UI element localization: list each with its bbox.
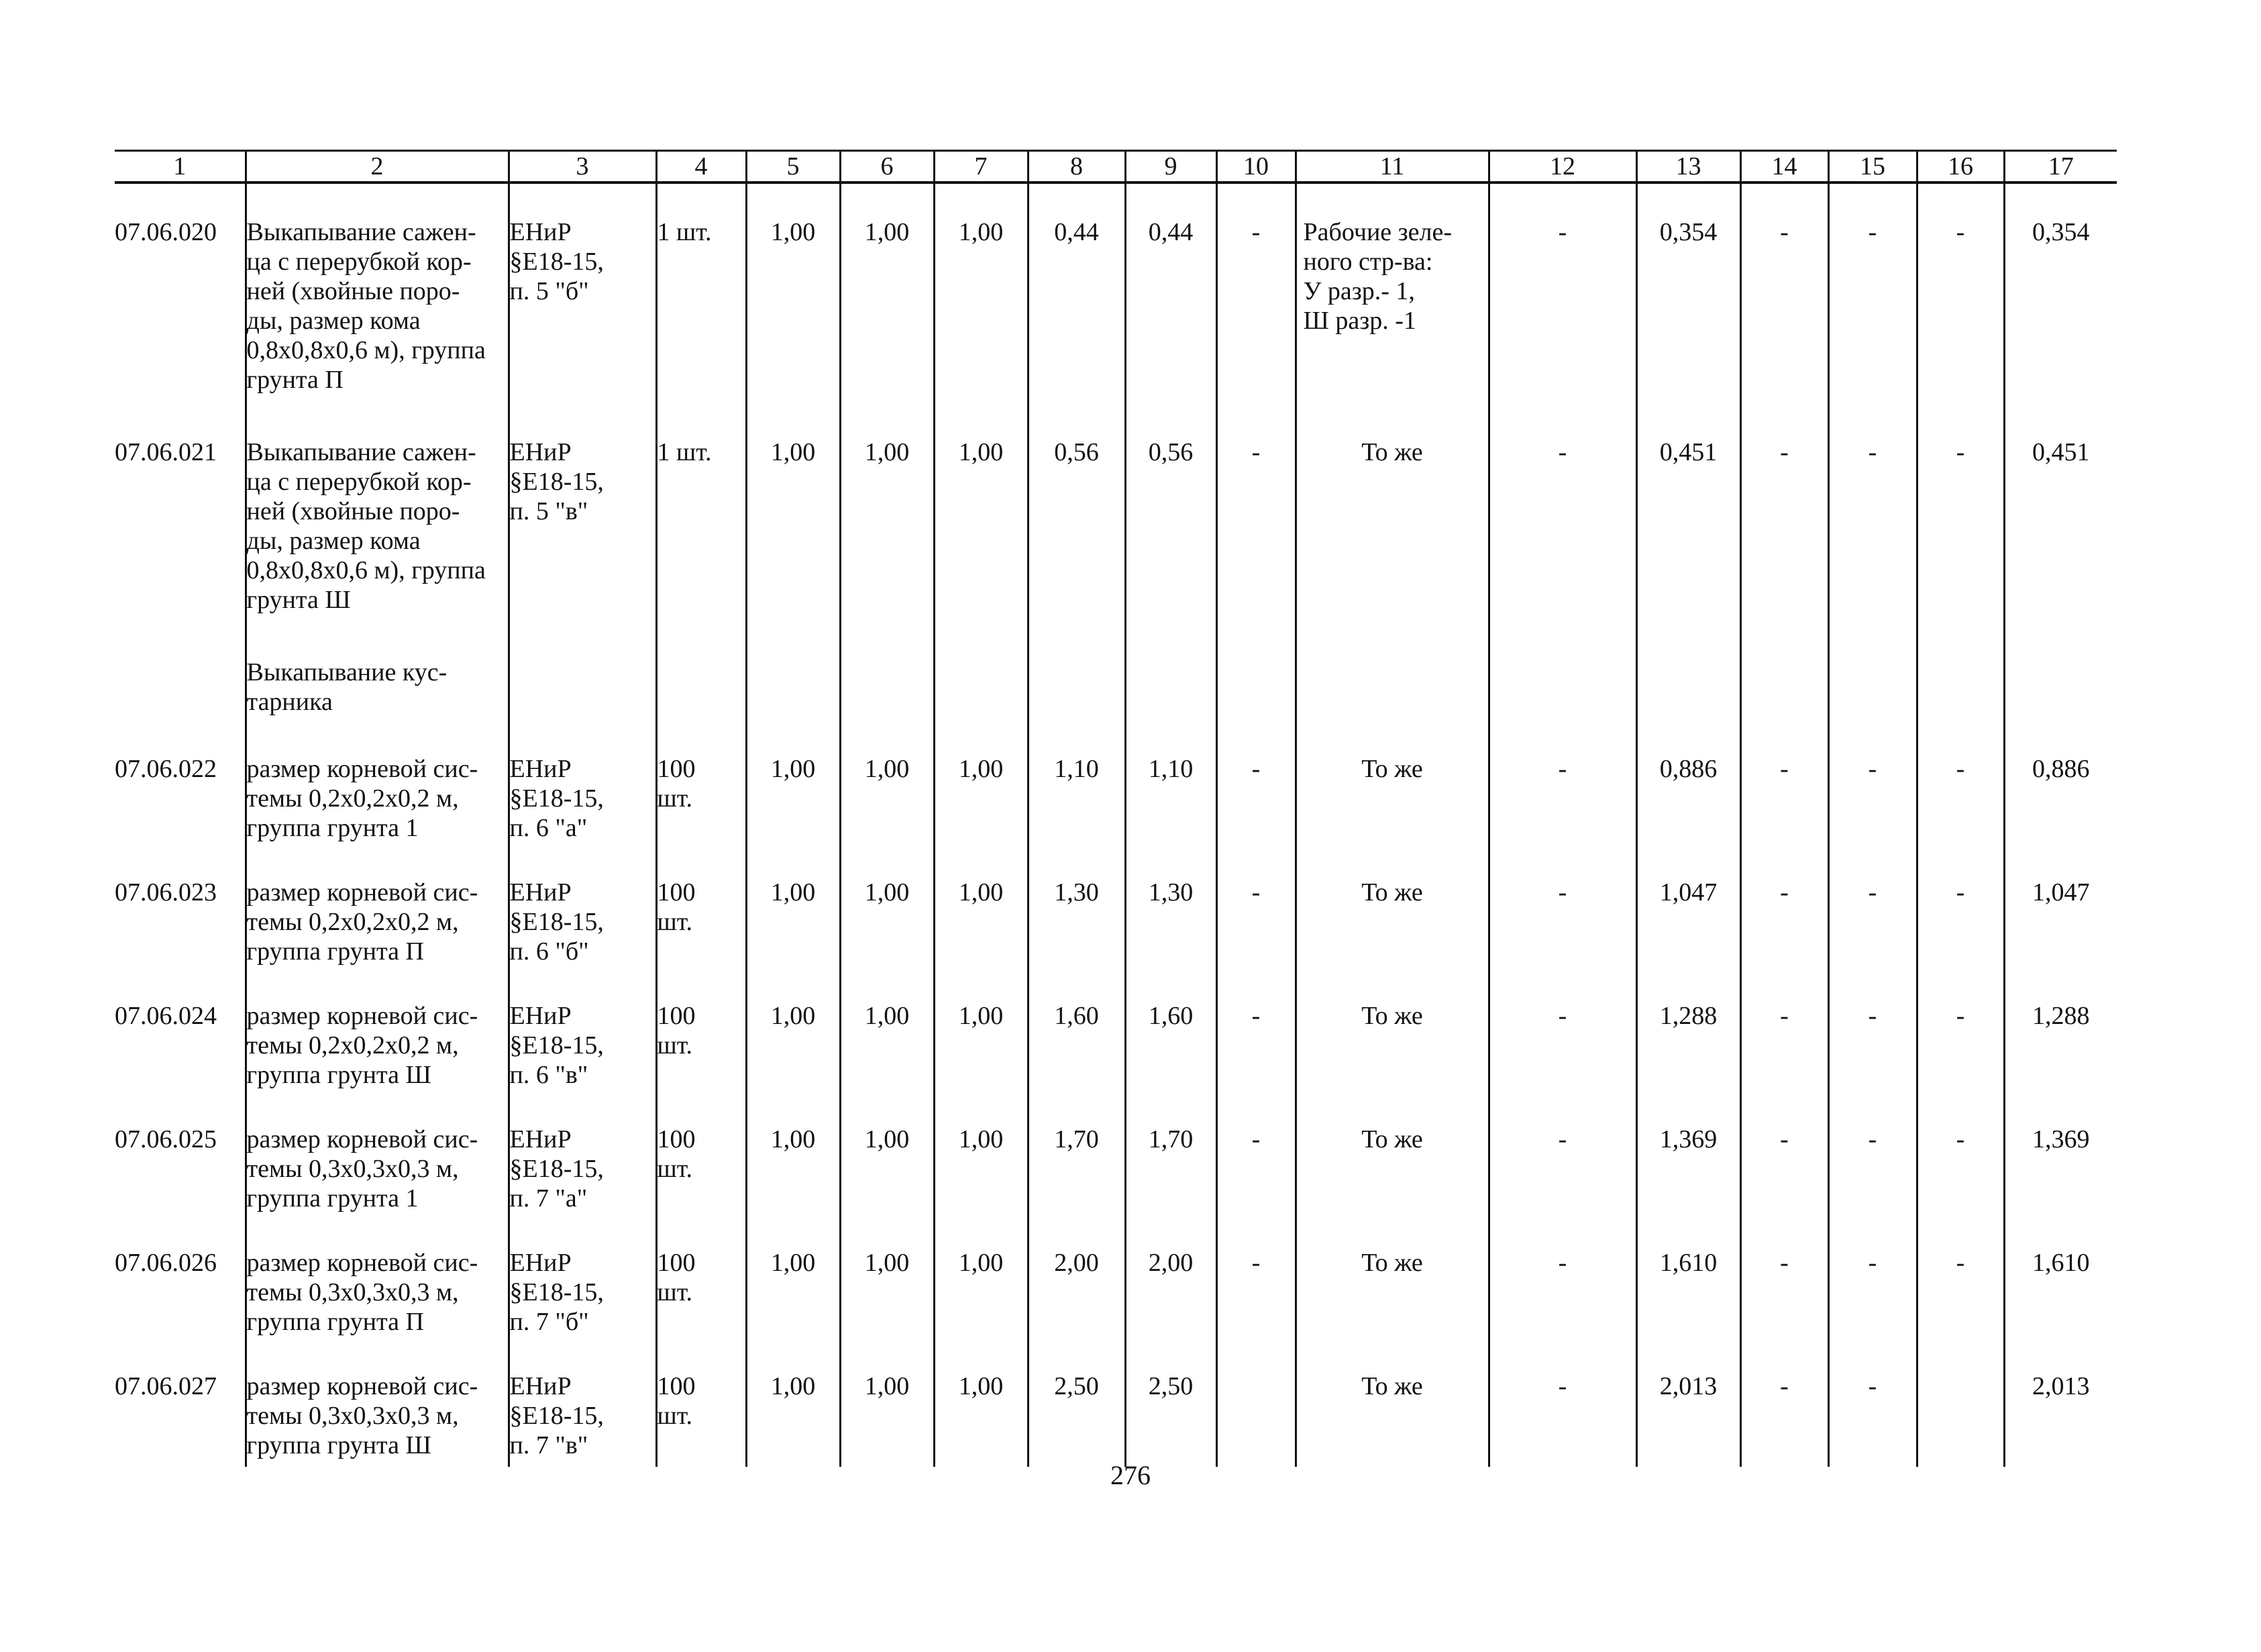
column-header: 15 — [1828, 151, 1917, 183]
cell-col10: - — [1216, 726, 1296, 849]
cell-workers: То же — [1296, 404, 1489, 624]
cell-col14: - — [1740, 1096, 1828, 1220]
row-reference: ЕНиР §Е18-15, п. 6 "б" — [509, 849, 656, 973]
cell-col5: 1,00 — [746, 726, 840, 849]
cell-col7: 1,00 — [934, 1343, 1028, 1467]
cell-col14 — [1740, 624, 1828, 726]
cell-workers: То же — [1296, 1096, 1489, 1220]
cell-col17: 1,288 — [2004, 973, 2117, 1096]
cell-col16: - — [1917, 726, 2004, 849]
table-row — [115, 1343, 2117, 1467]
column-header: 11 — [1296, 151, 1489, 183]
row-reference: ЕНиР §Е18-15, п. 5 "б" — [509, 183, 656, 404]
cell-col13: 0,886 — [1636, 726, 1740, 849]
cell-workers: То же — [1296, 1343, 1489, 1467]
cell-col15: - — [1828, 849, 1917, 973]
cell-col9: 1,70 — [1125, 1096, 1216, 1220]
cell-col8: 0,56 — [1028, 404, 1125, 624]
cell-col14: - — [1740, 849, 1828, 973]
table-row — [115, 1220, 2117, 1343]
cell-workers: То же — [1296, 726, 1489, 849]
rates-table — [115, 150, 2117, 1467]
cell-col16: - — [1917, 183, 2004, 404]
cell-col5: 1,00 — [746, 849, 840, 973]
cell-col9: 1,10 — [1125, 726, 1216, 849]
row-name: Выкапывание сажен- ца с перерубкой кор- ней (хвойные поро- ды, размер кома 0,8х0,8х0,6 м), группа грунта П — [246, 183, 509, 404]
cell-col17: 1,610 — [2004, 1220, 2117, 1343]
cell-col8: 1,10 — [1028, 726, 1125, 849]
table-body — [115, 183, 2117, 1467]
cell-col12: - — [1489, 849, 1636, 973]
column-header: 6 — [840, 151, 934, 183]
cell-col13: 1,610 — [1636, 1220, 1740, 1343]
cell-col13: 2,013 — [1636, 1343, 1740, 1467]
cell-col7: 1,00 — [934, 183, 1028, 404]
cell-col17 — [2004, 624, 2117, 726]
column-header: 1 — [115, 151, 246, 183]
cell-col9: 1,30 — [1125, 849, 1216, 973]
cell-col17: 1,047 — [2004, 849, 2117, 973]
cell-col8: 2,50 — [1028, 1343, 1125, 1467]
column-header: 2 — [246, 151, 509, 183]
column-header: 9 — [1125, 151, 1216, 183]
cell-workers: Рабочие зеле- ного стр-ва: У разр.- 1, Ш разр. -1 — [1296, 183, 1489, 404]
row-reference: ЕНиР §Е18-15, п. 7 "а" — [509, 1096, 656, 1220]
table-section-row — [115, 624, 2117, 726]
cell-col15: - — [1828, 1096, 1917, 1220]
cell-col15 — [1828, 624, 1917, 726]
cell-col9 — [1125, 624, 1216, 726]
cell-col10: - — [1216, 1220, 1296, 1343]
cell-col15: - — [1828, 183, 1917, 404]
column-header: 13 — [1636, 151, 1740, 183]
cell-col12: - — [1489, 404, 1636, 624]
column-header: 12 — [1489, 151, 1636, 183]
cell-col8: 1,60 — [1028, 973, 1125, 1096]
row-name: размер корневой сис- темы 0,2х0,2х0,2 м, группа грунта П — [246, 849, 509, 973]
cell-col16 — [1917, 1343, 2004, 1467]
row-code: 07.06.027 — [115, 1372, 217, 1400]
table-row — [115, 404, 2117, 624]
cell-col7 — [934, 624, 1028, 726]
cell-col5: 1,00 — [746, 1220, 840, 1343]
row-reference: ЕНиР §Е18-15, п. 7 "б" — [509, 1220, 656, 1343]
column-header: 8 — [1028, 151, 1125, 183]
column-header: 4 — [656, 151, 746, 183]
cell-col5: 1,00 — [746, 183, 840, 404]
cell-col10 — [1216, 624, 1296, 726]
cell-col14: - — [1740, 183, 1828, 404]
cell-col10: - — [1216, 404, 1296, 624]
row-code: 07.06.023 — [115, 878, 217, 907]
row-unit: 100 шт. — [656, 726, 746, 849]
cell-col8 — [1028, 624, 1125, 726]
cell-col5 — [746, 624, 840, 726]
cell-col7: 1,00 — [934, 1096, 1028, 1220]
page-number: 276 — [1110, 1460, 1151, 1490]
cell-col13: 1,047 — [1636, 849, 1740, 973]
cell-col6: 1,00 — [840, 1220, 934, 1343]
cell-col13: 0,451 — [1636, 404, 1740, 624]
cell-col6: 1,00 — [840, 1343, 934, 1467]
row-reference: ЕНиР §Е18-15, п. 7 "в" — [509, 1343, 656, 1467]
cell-col15: - — [1828, 1343, 1917, 1467]
row-unit: 100 шт. — [656, 1220, 746, 1343]
table-row — [115, 183, 2117, 404]
row-unit — [656, 624, 746, 726]
cell-col8: 1,30 — [1028, 849, 1125, 973]
row-name: размер корневой сис- темы 0,2х0,2х0,2 м, группа грунта 1 — [246, 726, 509, 849]
cell-col7: 1,00 — [934, 726, 1028, 849]
row-reference: ЕНиР §Е18-15, п. 6 "в" — [509, 973, 656, 1096]
column-header: 17 — [2004, 151, 2117, 183]
cell-col14: - — [1740, 1343, 1828, 1467]
cell-col9: 2,50 — [1125, 1343, 1216, 1467]
cell-workers: То же — [1296, 1220, 1489, 1343]
cell-col12: - — [1489, 1220, 1636, 1343]
cell-col5: 1,00 — [746, 1343, 840, 1467]
cell-col16: - — [1917, 404, 2004, 624]
cell-col6: 1,00 — [840, 1096, 934, 1220]
cell-col10 — [1216, 1343, 1296, 1467]
cell-col17: 0,451 — [2004, 404, 2117, 624]
cell-col15: - — [1828, 1220, 1917, 1343]
cell-col7: 1,00 — [934, 849, 1028, 973]
column-header: 10 — [1216, 151, 1296, 183]
cell-col16: - — [1917, 849, 2004, 973]
cell-col15: - — [1828, 973, 1917, 1096]
cell-col13 — [1636, 624, 1740, 726]
cell-col6 — [840, 624, 934, 726]
cell-col17: 1,369 — [2004, 1096, 2117, 1220]
row-reference — [509, 624, 656, 726]
cell-col12: - — [1489, 1343, 1636, 1467]
cell-col17: 0,886 — [2004, 726, 2117, 849]
cell-col12: - — [1489, 726, 1636, 849]
row-code: 07.06.024 — [115, 1002, 217, 1030]
cell-col15: - — [1828, 404, 1917, 624]
row-name: Выкапывание сажен- ца с перерубкой кор- ней (хвойные поро- ды, размер кома 0,8х0,8х0,6 м), группа грунта Ш — [246, 404, 509, 624]
cell-col16 — [1917, 624, 2004, 726]
cell-col16: - — [1917, 1096, 2004, 1220]
column-header: 5 — [746, 151, 840, 183]
cell-col13: 0,354 — [1636, 183, 1740, 404]
row-code: 07.06.021 — [115, 438, 217, 466]
cell-col5: 1,00 — [746, 404, 840, 624]
row-unit: 100 шт. — [656, 973, 746, 1096]
cell-col7: 1,00 — [934, 404, 1028, 624]
cell-col14: - — [1740, 404, 1828, 624]
cell-col10: - — [1216, 183, 1296, 404]
cell-col17: 0,354 — [2004, 183, 2117, 404]
cell-col13: 1,369 — [1636, 1096, 1740, 1220]
cell-col8: 1,70 — [1028, 1096, 1125, 1220]
row-code: 07.06.026 — [115, 1249, 217, 1277]
cell-col8: 2,00 — [1028, 1220, 1125, 1343]
table-row — [115, 973, 2117, 1096]
row-unit: 1 шт. — [656, 404, 746, 624]
cell-col12: - — [1489, 183, 1636, 404]
cell-col6: 1,00 — [840, 404, 934, 624]
cell-col14: - — [1740, 1220, 1828, 1343]
cell-col14: - — [1740, 726, 1828, 849]
cell-col12 — [1489, 624, 1636, 726]
cell-col9: 0,44 — [1125, 183, 1216, 404]
cell-col16: - — [1917, 973, 2004, 1096]
table-row — [115, 726, 2117, 849]
cell-col9: 2,00 — [1125, 1220, 1216, 1343]
table-row — [115, 1096, 2117, 1220]
column-header: 7 — [934, 151, 1028, 183]
column-header: 16 — [1917, 151, 2004, 183]
row-name: размер корневой сис- темы 0,3х0,3х0,3 м, группа грунта П — [246, 1220, 509, 1343]
column-header: 14 — [1740, 151, 1828, 183]
cell-col12: - — [1489, 1096, 1636, 1220]
row-unit: 1 шт. — [656, 183, 746, 404]
row-unit: 100 шт. — [656, 1096, 746, 1220]
cell-col5: 1,00 — [746, 973, 840, 1096]
cell-col13: 1,288 — [1636, 973, 1740, 1096]
cell-col8: 0,44 — [1028, 183, 1125, 404]
cell-workers — [1296, 624, 1489, 726]
row-reference: ЕНиР §Е18-15, п. 5 "в" — [509, 404, 656, 624]
cell-col5: 1,00 — [746, 1096, 840, 1220]
row-name: размер корневой сис- темы 0,2х0,2х0,2 м, группа грунта Ш — [246, 973, 509, 1096]
cell-col10: - — [1216, 1096, 1296, 1220]
row-code: 07.06.025 — [115, 1125, 217, 1153]
cell-col6: 1,00 — [840, 973, 934, 1096]
row-name: размер корневой сис- темы 0,3х0,3х0,3 м, группа грунта Ш — [246, 1343, 509, 1467]
table-row — [115, 849, 2117, 973]
cell-workers: То же — [1296, 849, 1489, 973]
cell-col9: 0,56 — [1125, 404, 1216, 624]
cell-col14: - — [1740, 973, 1828, 1096]
cell-col7: 1,00 — [934, 1220, 1028, 1343]
cell-col6: 1,00 — [840, 183, 934, 404]
column-header: 3 — [509, 151, 656, 183]
row-code — [115, 624, 246, 726]
column-number-header — [115, 151, 2117, 183]
cell-col7: 1,00 — [934, 973, 1028, 1096]
cell-col16: - — [1917, 1220, 2004, 1343]
cell-col10: - — [1216, 849, 1296, 973]
section-heading: Выкапывание кус- тарника — [246, 624, 509, 726]
row-code: 07.06.022 — [115, 755, 217, 783]
cell-col10: - — [1216, 973, 1296, 1096]
cell-col12: - — [1489, 973, 1636, 1096]
cell-col15: - — [1828, 726, 1917, 849]
row-unit: 100 шт. — [656, 1343, 746, 1467]
cell-col17: 2,013 — [2004, 1343, 2117, 1467]
row-code: 07.06.020 — [115, 218, 217, 246]
cell-col9: 1,60 — [1125, 973, 1216, 1096]
cell-workers: То же — [1296, 973, 1489, 1096]
row-name: размер корневой сис- темы 0,3х0,3х0,3 м, группа грунта 1 — [246, 1096, 509, 1220]
cell-col6: 1,00 — [840, 726, 934, 849]
row-unit: 100 шт. — [656, 849, 746, 973]
row-reference: ЕНиР §Е18-15, п. 6 "а" — [509, 726, 656, 849]
cell-col6: 1,00 — [840, 849, 934, 973]
